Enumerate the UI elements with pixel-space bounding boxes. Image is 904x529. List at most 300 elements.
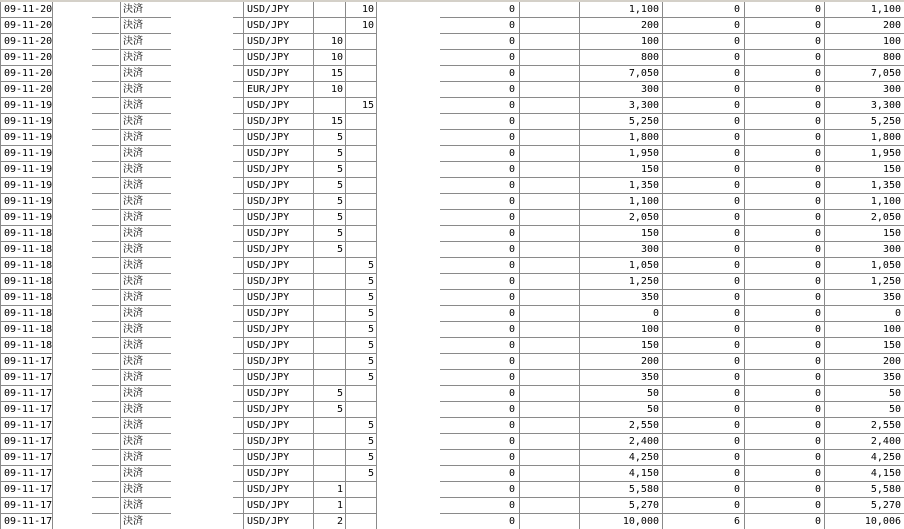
cell-amount[interactable]: 2,050	[580, 210, 663, 226]
cell-qty-open[interactable]	[313, 354, 345, 370]
cell-total[interactable]: 200	[825, 354, 904, 370]
cell-zero-b[interactable]: 0	[663, 98, 745, 114]
cell-zero-b[interactable]: 0	[663, 242, 745, 258]
cell-zero-c[interactable]: 0	[745, 162, 825, 178]
cell-currency-pair[interactable]: USD/JPY	[243, 114, 313, 130]
cell-zero-a[interactable]: 0	[440, 98, 520, 114]
cell-qty-open[interactable]: 5	[313, 226, 345, 242]
cell-underline-blank-1[interactable]	[92, 18, 119, 34]
cell-zero-a[interactable]: 0	[440, 162, 520, 178]
cell-amount[interactable]: 2,400	[580, 434, 663, 450]
cell-total[interactable]: 1,800	[825, 130, 904, 146]
cell-zero-a[interactable]: 0	[440, 66, 520, 82]
cell-underline-blank-2[interactable]	[233, 258, 243, 274]
cell-date[interactable]: 09-11-18	[0, 226, 53, 242]
cell-currency-pair[interactable]: USD/JPY	[243, 434, 313, 450]
cell-date[interactable]: 09-11-20	[0, 82, 53, 98]
cell-qty-open[interactable]	[313, 418, 345, 434]
cell-status[interactable]: 決済	[120, 66, 171, 82]
cell-underline-blank-1[interactable]	[92, 210, 119, 226]
cell-underline-blank-1[interactable]	[92, 98, 119, 114]
cell-status[interactable]: 決済	[120, 354, 171, 370]
cell-underline-blank-1[interactable]	[92, 450, 119, 466]
cell-zero-a[interactable]: 0	[440, 482, 520, 498]
cell-underline-blank-1[interactable]	[92, 482, 119, 498]
cell-status[interactable]: 決済	[120, 258, 171, 274]
cell-underline-blank-1[interactable]	[92, 66, 119, 82]
cell-status[interactable]: 決済	[120, 34, 171, 50]
cell-qty-close[interactable]	[345, 194, 377, 210]
cell-status[interactable]: 決済	[120, 98, 171, 114]
cell-qty-close[interactable]: 10	[345, 2, 377, 18]
cell-qty-open[interactable]	[313, 370, 345, 386]
cell-date[interactable]: 09-11-20	[0, 18, 53, 34]
cell-zero-c[interactable]: 0	[745, 402, 825, 418]
cell-underline-blank-1[interactable]	[92, 466, 119, 482]
cell-amount[interactable]: 0	[580, 306, 663, 322]
cell-status[interactable]: 決済	[120, 274, 171, 290]
cell-date[interactable]: 09-11-19	[0, 178, 53, 194]
cell-total[interactable]: 800	[825, 50, 904, 66]
cell-currency-pair[interactable]: USD/JPY	[243, 178, 313, 194]
cell-zero-c[interactable]: 0	[745, 146, 825, 162]
cell-zero-a[interactable]: 0	[440, 82, 520, 98]
cell-amount[interactable]: 7,050	[580, 66, 663, 82]
cell-qty-close[interactable]: 5	[345, 466, 377, 482]
cell-underline-blank-2[interactable]	[233, 274, 243, 290]
cell-underline-blank-1[interactable]	[92, 50, 119, 66]
cell-zero-a[interactable]: 0	[440, 402, 520, 418]
cell-blank[interactable]	[520, 498, 580, 514]
cell-amount[interactable]: 300	[580, 242, 663, 258]
cell-zero-c[interactable]: 0	[745, 98, 825, 114]
cell-status[interactable]: 決済	[120, 226, 171, 242]
cell-zero-b[interactable]: 0	[663, 354, 745, 370]
cell-blank[interactable]	[520, 450, 580, 466]
cell-blank[interactable]	[520, 210, 580, 226]
cell-underline-blank-2[interactable]	[233, 146, 243, 162]
cell-qty-close[interactable]	[345, 34, 377, 50]
cell-zero-c[interactable]: 0	[745, 386, 825, 402]
cell-underline-blank-2[interactable]	[233, 322, 243, 338]
cell-currency-pair[interactable]: USD/JPY	[243, 98, 313, 114]
cell-zero-b[interactable]: 0	[663, 66, 745, 82]
cell-status[interactable]: 決済	[120, 2, 171, 18]
cell-date[interactable]: 09-11-20	[0, 50, 53, 66]
cell-currency-pair[interactable]: USD/JPY	[243, 386, 313, 402]
cell-zero-c[interactable]: 0	[745, 354, 825, 370]
cell-blank[interactable]	[520, 50, 580, 66]
cell-zero-a[interactable]: 0	[440, 18, 520, 34]
cell-underline-blank-2[interactable]	[233, 210, 243, 226]
cell-blank[interactable]	[520, 18, 580, 34]
cell-underline-blank-2[interactable]	[233, 2, 243, 18]
cell-zero-c[interactable]: 0	[745, 322, 825, 338]
cell-currency-pair[interactable]: USD/JPY	[243, 210, 313, 226]
cell-qty-open[interactable]: 15	[313, 114, 345, 130]
cell-qty-open[interactable]	[313, 2, 345, 18]
cell-total[interactable]: 50	[825, 402, 904, 418]
cell-qty-open[interactable]	[313, 306, 345, 322]
cell-qty-close[interactable]: 5	[345, 322, 377, 338]
cell-blank[interactable]	[520, 354, 580, 370]
cell-zero-b[interactable]: 0	[663, 386, 745, 402]
cell-date[interactable]: 09-11-18	[0, 242, 53, 258]
cell-amount[interactable]: 3,300	[580, 98, 663, 114]
cell-underline-blank-2[interactable]	[233, 402, 243, 418]
cell-total[interactable]: 2,400	[825, 434, 904, 450]
cell-currency-pair[interactable]: USD/JPY	[243, 50, 313, 66]
cell-zero-c[interactable]: 0	[745, 130, 825, 146]
cell-underline-blank-2[interactable]	[233, 66, 243, 82]
cell-blank[interactable]	[520, 82, 580, 98]
cell-date[interactable]: 09-11-17	[0, 354, 53, 370]
cell-zero-b[interactable]: 0	[663, 450, 745, 466]
cell-status[interactable]: 決済	[120, 498, 171, 514]
cell-underline-blank-1[interactable]	[92, 402, 119, 418]
cell-underline-blank-2[interactable]	[233, 18, 243, 34]
cell-status[interactable]: 決済	[120, 322, 171, 338]
cell-total[interactable]: 150	[825, 338, 904, 354]
cell-total[interactable]: 350	[825, 370, 904, 386]
cell-amount[interactable]: 200	[580, 354, 663, 370]
cell-qty-close[interactable]	[345, 242, 377, 258]
cell-zero-b[interactable]: 0	[663, 418, 745, 434]
cell-qty-close[interactable]	[345, 482, 377, 498]
cell-currency-pair[interactable]: USD/JPY	[243, 450, 313, 466]
cell-blank[interactable]	[520, 226, 580, 242]
cell-qty-open[interactable]	[313, 98, 345, 114]
cell-blank[interactable]	[520, 98, 580, 114]
cell-total[interactable]: 50	[825, 386, 904, 402]
cell-date[interactable]: 09-11-18	[0, 290, 53, 306]
cell-status[interactable]: 決済	[120, 162, 171, 178]
cell-zero-c[interactable]: 0	[745, 498, 825, 514]
cell-qty-open[interactable]: 5	[313, 178, 345, 194]
cell-date[interactable]: 09-11-20	[0, 34, 53, 50]
cell-amount[interactable]: 1,350	[580, 178, 663, 194]
cell-status[interactable]: 決済	[120, 130, 171, 146]
cell-zero-a[interactable]: 0	[440, 114, 520, 130]
cell-zero-c[interactable]: 0	[745, 226, 825, 242]
cell-amount[interactable]: 200	[580, 18, 663, 34]
cell-qty-close[interactable]	[345, 146, 377, 162]
cell-zero-a[interactable]: 0	[440, 50, 520, 66]
cell-total[interactable]: 100	[825, 322, 904, 338]
cell-total[interactable]: 5,580	[825, 482, 904, 498]
cell-qty-open[interactable]: 5	[313, 162, 345, 178]
cell-date[interactable]: 09-11-19	[0, 146, 53, 162]
cell-blank[interactable]	[520, 274, 580, 290]
cell-blank[interactable]	[520, 338, 580, 354]
cell-qty-open[interactable]	[313, 434, 345, 450]
cell-underline-blank-1[interactable]	[92, 322, 119, 338]
cell-date[interactable]: 09-11-17	[0, 450, 53, 466]
cell-qty-close[interactable]	[345, 50, 377, 66]
cell-zero-b[interactable]: 0	[663, 178, 745, 194]
cell-underline-blank-2[interactable]	[233, 514, 243, 529]
cell-amount[interactable]: 5,250	[580, 114, 663, 130]
cell-total[interactable]: 2,050	[825, 210, 904, 226]
cell-currency-pair[interactable]: USD/JPY	[243, 482, 313, 498]
cell-zero-b[interactable]: 0	[663, 338, 745, 354]
cell-underline-blank-2[interactable]	[233, 466, 243, 482]
cell-zero-a[interactable]: 0	[440, 370, 520, 386]
cell-status[interactable]: 決済	[120, 466, 171, 482]
cell-qty-close[interactable]	[345, 514, 377, 529]
cell-qty-open[interactable]: 5	[313, 146, 345, 162]
cell-zero-c[interactable]: 0	[745, 114, 825, 130]
cell-qty-open[interactable]: 5	[313, 242, 345, 258]
cell-zero-c[interactable]: 0	[745, 210, 825, 226]
cell-underline-blank-2[interactable]	[233, 306, 243, 322]
cell-underline-blank-1[interactable]	[92, 290, 119, 306]
cell-qty-open[interactable]: 2	[313, 514, 345, 529]
cell-total[interactable]: 4,250	[825, 450, 904, 466]
cell-amount[interactable]: 2,550	[580, 418, 663, 434]
cell-date[interactable]: 09-11-18	[0, 322, 53, 338]
cell-zero-b[interactable]: 0	[663, 114, 745, 130]
cell-currency-pair[interactable]: USD/JPY	[243, 370, 313, 386]
cell-date[interactable]: 09-11-18	[0, 306, 53, 322]
cell-amount[interactable]: 100	[580, 34, 663, 50]
cell-total[interactable]: 5,270	[825, 498, 904, 514]
cell-amount[interactable]: 1,800	[580, 130, 663, 146]
cell-qty-close[interactable]: 5	[345, 274, 377, 290]
cell-blank[interactable]	[520, 482, 580, 498]
cell-status[interactable]: 決済	[120, 370, 171, 386]
cell-underline-blank-1[interactable]	[92, 386, 119, 402]
cell-date[interactable]: 09-11-19	[0, 162, 53, 178]
cell-total[interactable]: 7,050	[825, 66, 904, 82]
cell-total[interactable]: 4,150	[825, 466, 904, 482]
cell-currency-pair[interactable]: USD/JPY	[243, 402, 313, 418]
cell-blank[interactable]	[520, 386, 580, 402]
cell-amount[interactable]: 1,950	[580, 146, 663, 162]
cell-zero-b[interactable]: 0	[663, 466, 745, 482]
cell-qty-open[interactable]	[313, 466, 345, 482]
cell-qty-close[interactable]	[345, 178, 377, 194]
cell-blank[interactable]	[520, 130, 580, 146]
cell-underline-blank-1[interactable]	[92, 194, 119, 210]
cell-total[interactable]: 200	[825, 18, 904, 34]
cell-underline-blank-1[interactable]	[92, 514, 119, 529]
cell-qty-open[interactable]	[313, 258, 345, 274]
cell-amount[interactable]: 150	[580, 338, 663, 354]
cell-qty-close[interactable]	[345, 402, 377, 418]
cell-blank[interactable]	[520, 290, 580, 306]
cell-total[interactable]: 5,250	[825, 114, 904, 130]
cell-underline-blank-2[interactable]	[233, 82, 243, 98]
cell-qty-close[interactable]	[345, 82, 377, 98]
cell-underline-blank-2[interactable]	[233, 130, 243, 146]
cell-status[interactable]: 決済	[120, 194, 171, 210]
cell-total[interactable]: 10,006	[825, 514, 904, 529]
cell-qty-close[interactable]: 10	[345, 18, 377, 34]
cell-underline-blank-2[interactable]	[233, 434, 243, 450]
cell-blank[interactable]	[520, 162, 580, 178]
cell-blank[interactable]	[520, 34, 580, 50]
cell-status[interactable]: 決済	[120, 450, 171, 466]
cell-zero-a[interactable]: 0	[440, 130, 520, 146]
cell-zero-c[interactable]: 0	[745, 306, 825, 322]
cell-blank[interactable]	[520, 306, 580, 322]
cell-amount[interactable]: 5,580	[580, 482, 663, 498]
cell-status[interactable]: 決済	[120, 482, 171, 498]
cell-blank[interactable]	[520, 466, 580, 482]
cell-zero-a[interactable]: 0	[440, 322, 520, 338]
cell-total[interactable]: 350	[825, 290, 904, 306]
cell-status[interactable]: 決済	[120, 82, 171, 98]
cell-underline-blank-1[interactable]	[92, 274, 119, 290]
cell-qty-open[interactable]: 5	[313, 386, 345, 402]
cell-zero-a[interactable]: 0	[440, 418, 520, 434]
cell-blank[interactable]	[520, 418, 580, 434]
cell-underline-blank-2[interactable]	[233, 418, 243, 434]
cell-zero-a[interactable]: 0	[440, 434, 520, 450]
cell-qty-close[interactable]: 5	[345, 450, 377, 466]
cell-blank[interactable]	[520, 370, 580, 386]
cell-date[interactable]: 09-11-20	[0, 2, 53, 18]
cell-underline-blank-2[interactable]	[233, 370, 243, 386]
cell-currency-pair[interactable]: USD/JPY	[243, 498, 313, 514]
cell-zero-a[interactable]: 0	[440, 226, 520, 242]
cell-underline-blank-1[interactable]	[92, 82, 119, 98]
cell-qty-open[interactable]	[313, 274, 345, 290]
cell-qty-close[interactable]	[345, 66, 377, 82]
cell-underline-blank-2[interactable]	[233, 194, 243, 210]
cell-zero-a[interactable]: 0	[440, 146, 520, 162]
cell-status[interactable]: 決済	[120, 418, 171, 434]
cell-currency-pair[interactable]: USD/JPY	[243, 226, 313, 242]
cell-qty-close[interactable]: 5	[345, 258, 377, 274]
cell-total[interactable]: 1,350	[825, 178, 904, 194]
cell-total[interactable]: 2,550	[825, 418, 904, 434]
cell-underline-blank-1[interactable]	[92, 146, 119, 162]
cell-underline-blank-1[interactable]	[92, 498, 119, 514]
cell-total[interactable]: 1,250	[825, 274, 904, 290]
cell-amount[interactable]: 800	[580, 50, 663, 66]
cell-underline-blank-2[interactable]	[233, 482, 243, 498]
cell-zero-a[interactable]: 0	[440, 242, 520, 258]
cell-blank[interactable]	[520, 242, 580, 258]
cell-zero-b[interactable]: 0	[663, 370, 745, 386]
cell-qty-close[interactable]	[345, 114, 377, 130]
cell-blank[interactable]	[520, 194, 580, 210]
cell-zero-a[interactable]: 0	[440, 514, 520, 529]
cell-zero-b[interactable]: 0	[663, 50, 745, 66]
cell-underline-blank-1[interactable]	[92, 242, 119, 258]
cell-zero-c[interactable]: 0	[745, 242, 825, 258]
cell-zero-c[interactable]: 0	[745, 178, 825, 194]
cell-qty-close[interactable]: 5	[345, 418, 377, 434]
cell-zero-b[interactable]: 0	[663, 322, 745, 338]
cell-qty-open[interactable]: 5	[313, 402, 345, 418]
cell-underline-blank-2[interactable]	[233, 178, 243, 194]
cell-underline-blank-1[interactable]	[92, 306, 119, 322]
cell-total[interactable]: 150	[825, 226, 904, 242]
cell-date[interactable]: 09-11-17	[0, 402, 53, 418]
cell-date[interactable]: 09-11-19	[0, 130, 53, 146]
cell-amount[interactable]: 5,270	[580, 498, 663, 514]
cell-currency-pair[interactable]: USD/JPY	[243, 34, 313, 50]
cell-qty-close[interactable]: 15	[345, 98, 377, 114]
cell-total[interactable]: 1,100	[825, 194, 904, 210]
cell-zero-b[interactable]: 0	[663, 274, 745, 290]
cell-status[interactable]: 決済	[120, 178, 171, 194]
cell-date[interactable]: 09-11-17	[0, 466, 53, 482]
cell-currency-pair[interactable]: USD/JPY	[243, 514, 313, 529]
cell-underline-blank-1[interactable]	[92, 130, 119, 146]
cell-date[interactable]: 09-11-17	[0, 434, 53, 450]
cell-amount[interactable]: 1,250	[580, 274, 663, 290]
cell-total[interactable]: 100	[825, 34, 904, 50]
cell-zero-b[interactable]: 0	[663, 82, 745, 98]
cell-underline-blank-1[interactable]	[92, 34, 119, 50]
cell-qty-open[interactable]: 10	[313, 34, 345, 50]
cell-underline-blank-1[interactable]	[92, 114, 119, 130]
cell-date[interactable]: 09-11-20	[0, 66, 53, 82]
cell-status[interactable]: 決済	[120, 290, 171, 306]
cell-currency-pair[interactable]: USD/JPY	[243, 418, 313, 434]
cell-currency-pair[interactable]: USD/JPY	[243, 162, 313, 178]
cell-underline-blank-2[interactable]	[233, 98, 243, 114]
cell-qty-open[interactable]: 5	[313, 130, 345, 146]
cell-zero-c[interactable]: 0	[745, 258, 825, 274]
cell-zero-c[interactable]: 0	[745, 82, 825, 98]
cell-underline-blank-2[interactable]	[233, 50, 243, 66]
cell-date[interactable]: 09-11-18	[0, 274, 53, 290]
cell-zero-a[interactable]: 0	[440, 2, 520, 18]
cell-qty-open[interactable]	[313, 338, 345, 354]
cell-currency-pair[interactable]: USD/JPY	[243, 466, 313, 482]
cell-currency-pair[interactable]: USD/JPY	[243, 18, 313, 34]
cell-zero-b[interactable]: 0	[663, 290, 745, 306]
cell-qty-open[interactable]: 10	[313, 82, 345, 98]
cell-zero-a[interactable]: 0	[440, 354, 520, 370]
cell-underline-blank-1[interactable]	[92, 2, 119, 18]
cell-zero-c[interactable]: 0	[745, 274, 825, 290]
cell-qty-close[interactable]: 5	[345, 370, 377, 386]
cell-underline-blank-1[interactable]	[92, 418, 119, 434]
cell-zero-a[interactable]: 0	[440, 450, 520, 466]
cell-amount[interactable]: 50	[580, 402, 663, 418]
cell-status[interactable]: 決済	[120, 434, 171, 450]
cell-amount[interactable]: 350	[580, 370, 663, 386]
cell-zero-c[interactable]: 0	[745, 194, 825, 210]
cell-zero-b[interactable]: 0	[663, 146, 745, 162]
cell-underline-blank-2[interactable]	[233, 498, 243, 514]
cell-qty-open[interactable]	[313, 322, 345, 338]
cell-qty-close[interactable]: 5	[345, 306, 377, 322]
cell-currency-pair[interactable]: USD/JPY	[243, 322, 313, 338]
cell-zero-a[interactable]: 0	[440, 178, 520, 194]
cell-total[interactable]: 300	[825, 82, 904, 98]
cell-zero-b[interactable]: 0	[663, 194, 745, 210]
cell-currency-pair[interactable]: USD/JPY	[243, 146, 313, 162]
cell-amount[interactable]: 100	[580, 322, 663, 338]
cell-underline-blank-1[interactable]	[92, 338, 119, 354]
cell-zero-c[interactable]: 0	[745, 514, 825, 529]
cell-zero-c[interactable]: 0	[745, 50, 825, 66]
cell-zero-c[interactable]: 0	[745, 434, 825, 450]
cell-underline-blank-1[interactable]	[92, 226, 119, 242]
cell-currency-pair[interactable]: USD/JPY	[243, 290, 313, 306]
cell-amount[interactable]: 10,000	[580, 514, 663, 529]
cell-zero-b[interactable]: 0	[663, 226, 745, 242]
cell-underline-blank-2[interactable]	[233, 162, 243, 178]
cell-zero-a[interactable]: 0	[440, 498, 520, 514]
